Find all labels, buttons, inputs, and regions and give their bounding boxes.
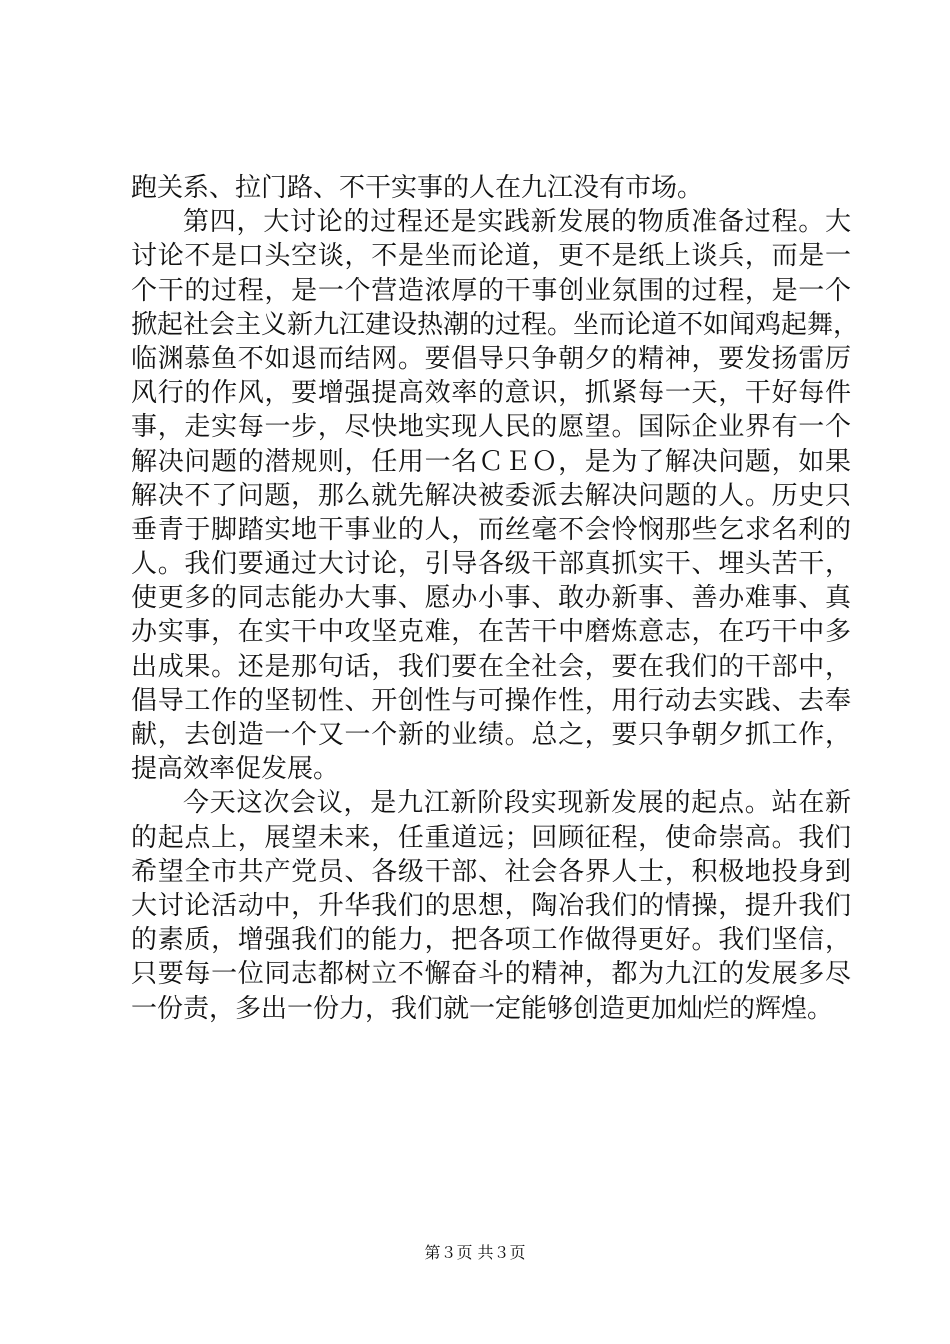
text-line: 希望全市共产党员、各级干部、社会各界人士，积极地投身到 (131, 856, 851, 887)
text-line: 的素质，增强我们的能力，把各项工作做得更好。我们坚信， (131, 925, 851, 956)
text-line: 一份责，多出一份力，我们就一定能够创造更加灿烂的辉煌。 (131, 993, 834, 1024)
text-line: 事，走实每一步，尽快地实现人民的愿望。国际企业界有一个 (131, 412, 851, 443)
text-line: 办实事，在实干中攻坚克难，在苦干中磨炼意志，在巧干中多 (131, 617, 851, 648)
text-line: 讨论不是口头空谈，不是坐而论道，更不是纸上谈兵，而是一 (131, 241, 851, 272)
text-line: 只要每一位同志都树立不懈奋斗的精神，都为九江的发展多尽 (131, 959, 851, 990)
text-line: 个干的过程，是一个营造浓厚的干事创业氛围的过程，是一个 (131, 275, 851, 306)
text-line: 使更多的同志能办大事、愿办小事、敢办新事、善办难事、真 (131, 583, 851, 614)
text-line: 解决不了问题，那么就先解决被委派去解决问题的人。历史只 (131, 480, 851, 511)
text-line: 跑关系、拉门路、不干实事的人在九江没有市场。 (131, 173, 704, 203)
text-line: 献，去创造一个又一个新的业绩。总之，要只争朝夕抓工作， (131, 720, 851, 750)
text-line: 今天这次会议，是九江新阶段实现新发展的起点。站在新 (183, 788, 851, 819)
text-line: 掀起社会主义新九江建设热潮的过程。坐而论道不如闻鸡起舞， (131, 309, 860, 340)
text-line: 解决问题的潜规则，任用一名ＣＥＯ，是为了解决问题，如果 (131, 446, 851, 477)
text-line: 提高效率促发展。 (131, 754, 340, 785)
text-line: 垂青于脚踏实地干事业的人，而丝毫不会怜悯那些乞求名利的 (131, 514, 851, 545)
text-line: 临渊慕鱼不如退而结网。要倡导只争朝夕的精神，要发扬雷厉 (131, 343, 851, 374)
text-line: 倡导工作的坚韧性、开创性与可操作性，用行动去实践、去奉 (131, 685, 851, 716)
text-line: 出成果。还是那句话，我们要在全社会，要在我们的干部中， (131, 651, 851, 682)
page-footer: 第３页 共３页 (424, 1243, 526, 1262)
text-line: 的起点上，展望未来，任重道远；回顾征程，使命崇高。我们 (131, 822, 851, 853)
text-line: 人。我们要通过大讨论，引导各级干部真抓实干、埋头苦干， (131, 549, 851, 580)
text-line: 第四，大讨论的过程还是实践新发展的物质准备过程。大 (183, 207, 851, 238)
text-line: 风行的作风，要增强提高效率的意识，抓紧每一天，干好每件 (131, 378, 851, 409)
document-body (131, 171, 860, 1026)
text-line: 大讨论活动中，升华我们的思想，陶冶我们的情操，提升我们 (131, 890, 851, 921)
